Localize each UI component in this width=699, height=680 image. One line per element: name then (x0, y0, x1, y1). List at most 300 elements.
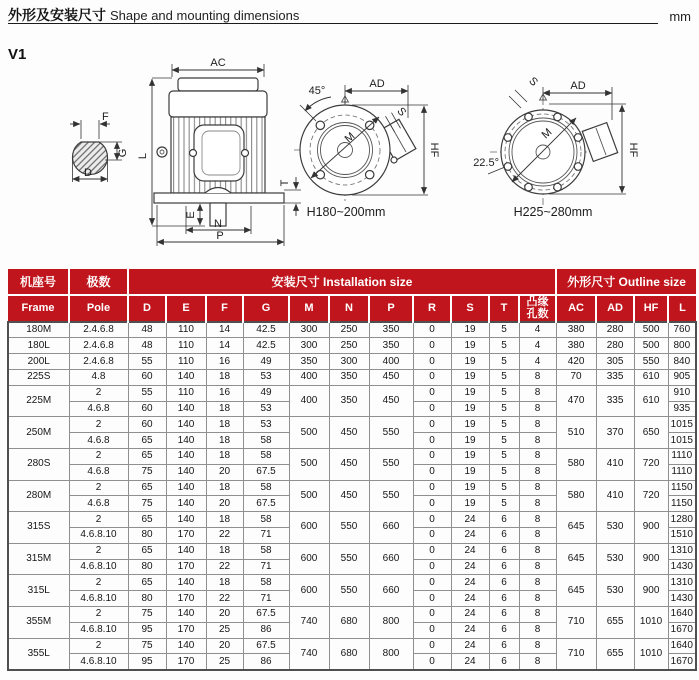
cell-pole: 4.6.8 (69, 433, 128, 449)
cell-F: 18 (206, 512, 243, 528)
cell-AD: 280 (596, 322, 634, 338)
unit-label: mm (669, 9, 691, 24)
table-row (8, 354, 696, 370)
dim-label-n: N (214, 218, 222, 230)
cell-frame: 200L (8, 354, 69, 370)
cell-pole: 4.6.8.10 (69, 591, 128, 607)
dim-label-ad-large: AD (570, 80, 586, 92)
cell-F: 22 (206, 527, 243, 543)
cell-S: 19 (451, 449, 489, 465)
cell-R: 0 (413, 575, 451, 591)
cell-AC: 470 (556, 385, 596, 417)
table-row (8, 575, 696, 591)
cell-M: 500 (289, 480, 329, 512)
cell-E: 170 (166, 527, 206, 543)
cell-F: 25 (206, 622, 243, 638)
cell-T: 6 (489, 559, 519, 575)
table-row (8, 322, 696, 338)
cell-N: 350 (329, 385, 369, 417)
model-label: V1 (8, 46, 27, 63)
dim-label-t: T (279, 179, 291, 187)
header-dim-s: S (451, 295, 489, 322)
cell-G: 58 (243, 575, 289, 591)
cell-L: 1640 (668, 606, 696, 622)
dim-label-m-small: M (342, 130, 358, 146)
cell-D: 60 (128, 370, 166, 386)
cell-AD: 655 (596, 606, 634, 638)
cell-AC: 380 (556, 338, 596, 354)
cell-flange-holes: 8 (519, 401, 556, 417)
cell-E: 140 (166, 370, 206, 386)
cell-E: 140 (166, 433, 206, 449)
cell-AC: 710 (556, 638, 596, 670)
cell-AD: 280 (596, 338, 634, 354)
cell-N: 350 (329, 370, 369, 386)
cell-AC: 580 (556, 480, 596, 512)
title-divider (8, 23, 658, 24)
cell-pole: 2 (69, 638, 128, 654)
cell-S: 19 (451, 464, 489, 480)
cell-HF: 900 (634, 512, 668, 544)
cell-D: 75 (128, 606, 166, 622)
cell-G: 67.5 (243, 464, 289, 480)
cell-R: 0 (413, 512, 451, 528)
table-row (8, 385, 696, 401)
cell-P: 550 (369, 417, 413, 449)
cell-flange-holes: 8 (519, 370, 556, 386)
header-dim-ad: AD (596, 295, 634, 322)
cell-E: 140 (166, 449, 206, 465)
cell-flange-holes: 8 (519, 417, 556, 433)
cell-F: 20 (206, 638, 243, 654)
cell-L: 1430 (668, 559, 696, 575)
cell-S: 24 (451, 559, 489, 575)
cell-G: 86 (243, 622, 289, 638)
cell-G: 58 (243, 512, 289, 528)
cell-flange-holes: 4 (519, 322, 556, 338)
cell-frame: 315S (8, 512, 69, 544)
cell-frame: 280S (8, 449, 69, 481)
cell-HF: 720 (634, 449, 668, 481)
cell-D: 75 (128, 496, 166, 512)
header-dim-ac: AC (556, 295, 596, 322)
cell-F: 18 (206, 543, 243, 559)
dim-label-e: E (185, 211, 197, 219)
caption-h225: H225~280mm (513, 205, 593, 219)
dim-label-f: F (102, 111, 109, 123)
cell-R: 0 (413, 654, 451, 670)
cell-pole: 4.6.8 (69, 464, 128, 480)
cell-AD: 410 (596, 449, 634, 481)
cell-flange-holes: 8 (519, 449, 556, 465)
cell-S: 24 (451, 527, 489, 543)
cell-R: 0 (413, 496, 451, 512)
cell-AD: 530 (596, 512, 634, 544)
header-dim-r: R (413, 295, 451, 322)
cell-S: 24 (451, 543, 489, 559)
page-title-en: Shape and mounting dimensions (110, 8, 300, 23)
cell-P: 350 (369, 322, 413, 338)
cell-frame: 180L (8, 338, 69, 354)
cell-N: 450 (329, 480, 369, 512)
cell-pole: 2.4.6.8 (69, 354, 128, 370)
cell-frame: 315L (8, 575, 69, 607)
cell-HF: 500 (634, 322, 668, 338)
cell-HF: 650 (634, 417, 668, 449)
cell-flange-holes: 8 (519, 622, 556, 638)
cell-S: 19 (451, 385, 489, 401)
cell-R: 0 (413, 559, 451, 575)
cell-T: 6 (489, 575, 519, 591)
cell-N: 300 (329, 354, 369, 370)
cell-flange-holes: 8 (519, 559, 556, 575)
cell-G: 71 (243, 527, 289, 543)
cell-frame: 315M (8, 543, 69, 575)
header-dim-p: P (369, 295, 413, 322)
cell-D: 65 (128, 543, 166, 559)
cell-L: 910 (668, 385, 696, 401)
cell-T: 5 (489, 401, 519, 417)
cell-G: 58 (243, 433, 289, 449)
cell-S: 24 (451, 622, 489, 638)
cell-HF: 720 (634, 480, 668, 512)
cell-pole: 4.6.8.10 (69, 559, 128, 575)
cell-T: 5 (489, 338, 519, 354)
table-row (8, 370, 696, 386)
cell-R: 0 (413, 433, 451, 449)
cell-T: 5 (489, 433, 519, 449)
cell-T: 6 (489, 606, 519, 622)
cell-AC: 645 (556, 512, 596, 544)
cell-frame: 225S (8, 370, 69, 386)
cell-L: 1670 (668, 654, 696, 670)
cell-AD: 335 (596, 370, 634, 386)
table-row (8, 480, 696, 496)
table-row (8, 512, 696, 528)
cell-flange-holes: 8 (519, 433, 556, 449)
cell-T: 5 (489, 449, 519, 465)
cell-N: 680 (329, 638, 369, 670)
cell-M: 500 (289, 417, 329, 449)
cell-L: 1280 (668, 512, 696, 528)
cell-pole: 2 (69, 385, 128, 401)
cell-M: 600 (289, 575, 329, 607)
cell-frame: 250M (8, 417, 69, 449)
dim-label-hf-large: HF (627, 142, 639, 158)
page-title-zh: 外形及安装尺寸 (8, 7, 106, 23)
cell-flange-holes: 8 (519, 496, 556, 512)
cell-pole: 2 (69, 606, 128, 622)
dim-label-ac: AC (210, 57, 226, 69)
cell-S: 19 (451, 370, 489, 386)
cell-F: 18 (206, 370, 243, 386)
cell-G: 67.5 (243, 496, 289, 512)
cell-AC: 380 (556, 322, 596, 338)
cell-D: 60 (128, 417, 166, 433)
cell-P: 660 (369, 512, 413, 544)
cell-frame: 225M (8, 385, 69, 417)
header-pole-zh: 极数 (69, 269, 128, 295)
header-dim-t: T (489, 295, 519, 322)
cell-R: 0 (413, 354, 451, 370)
cell-R: 0 (413, 591, 451, 607)
dim-label-hf-small: HF (428, 142, 440, 158)
cell-L: 1150 (668, 496, 696, 512)
cell-L: 1670 (668, 622, 696, 638)
cell-AD: 410 (596, 480, 634, 512)
cell-F: 16 (206, 385, 243, 401)
cell-F: 22 (206, 559, 243, 575)
cell-R: 0 (413, 385, 451, 401)
table-row (8, 606, 696, 622)
cell-G: 53 (243, 401, 289, 417)
cell-HF: 550 (634, 354, 668, 370)
cell-L: 1110 (668, 449, 696, 465)
cell-F: 20 (206, 606, 243, 622)
cell-E: 140 (166, 401, 206, 417)
cell-frame: 355M (8, 606, 69, 638)
cell-E: 110 (166, 322, 206, 338)
cell-AC: 645 (556, 543, 596, 575)
cell-G: 67.5 (243, 638, 289, 654)
cell-pole: 4.6.8.10 (69, 527, 128, 543)
header-dim-e: E (166, 295, 206, 322)
cell-D: 55 (128, 385, 166, 401)
cell-R: 0 (413, 543, 451, 559)
cell-M: 600 (289, 543, 329, 575)
cell-flange-holes: 8 (519, 606, 556, 622)
cell-D: 65 (128, 575, 166, 591)
caption-h180: H180~200mm (306, 205, 386, 219)
cell-pole: 2 (69, 480, 128, 496)
cell-P: 400 (369, 354, 413, 370)
cell-HF: 610 (634, 385, 668, 417)
cell-S: 24 (451, 575, 489, 591)
cell-R: 0 (413, 417, 451, 433)
cell-D: 48 (128, 322, 166, 338)
cell-pole: 2.4.6.8 (69, 338, 128, 354)
cell-D: 95 (128, 654, 166, 670)
cell-M: 300 (289, 338, 329, 354)
cell-N: 680 (329, 606, 369, 638)
cell-pole: 2 (69, 512, 128, 528)
cell-D: 65 (128, 480, 166, 496)
cell-D: 75 (128, 638, 166, 654)
cell-HF: 610 (634, 370, 668, 386)
cell-G: 71 (243, 559, 289, 575)
cell-P: 450 (369, 385, 413, 417)
cell-D: 60 (128, 401, 166, 417)
cell-flange-holes: 8 (519, 527, 556, 543)
cell-S: 19 (451, 322, 489, 338)
cell-flange-holes: 8 (519, 480, 556, 496)
cell-R: 0 (413, 464, 451, 480)
cell-F: 18 (206, 449, 243, 465)
cell-flange-holes: 8 (519, 638, 556, 654)
cell-pole: 2.4.6.8 (69, 322, 128, 338)
cell-AC: 70 (556, 370, 596, 386)
dim-label-g: G (117, 148, 129, 158)
cell-pole: 2 (69, 575, 128, 591)
cell-D: 80 (128, 591, 166, 607)
cell-S: 24 (451, 512, 489, 528)
dim-label-s-large: S (526, 75, 540, 89)
cell-S: 19 (451, 496, 489, 512)
cell-T: 6 (489, 591, 519, 607)
cell-S: 24 (451, 654, 489, 670)
cell-E: 170 (166, 559, 206, 575)
cell-T: 6 (489, 638, 519, 654)
cell-flange-holes: 8 (519, 543, 556, 559)
cell-E: 110 (166, 354, 206, 370)
header-flange-holes-line1: 凸缘 (526, 296, 549, 308)
cell-R: 0 (413, 449, 451, 465)
dim-table-body (8, 322, 696, 671)
cell-D: 55 (128, 354, 166, 370)
header-dim-n: N (329, 295, 369, 322)
cell-HF: 900 (634, 575, 668, 607)
cell-frame: 280M (8, 480, 69, 512)
cell-D: 65 (128, 433, 166, 449)
cell-S: 19 (451, 417, 489, 433)
cell-F: 18 (206, 575, 243, 591)
cell-G: 67.5 (243, 606, 289, 622)
cell-flange-holes: 8 (519, 464, 556, 480)
dim-label-m-large: M (539, 126, 555, 142)
cell-D: 80 (128, 559, 166, 575)
cell-E: 140 (166, 480, 206, 496)
cell-D: 80 (128, 527, 166, 543)
cell-E: 140 (166, 464, 206, 480)
cell-S: 19 (451, 480, 489, 496)
cell-pole: 4.8 (69, 370, 128, 386)
cell-F: 18 (206, 401, 243, 417)
cell-M: 300 (289, 322, 329, 338)
cell-F: 14 (206, 322, 243, 338)
cell-AC: 420 (556, 354, 596, 370)
cell-F: 16 (206, 354, 243, 370)
cell-flange-holes: 4 (519, 354, 556, 370)
cell-L: 800 (668, 338, 696, 354)
header-dim-d: D (128, 295, 166, 322)
cell-P: 450 (369, 370, 413, 386)
cell-M: 350 (289, 354, 329, 370)
cell-F: 18 (206, 417, 243, 433)
cell-T: 5 (489, 496, 519, 512)
header-dim-m: M (289, 295, 329, 322)
cell-T: 6 (489, 543, 519, 559)
header-pole-en: Pole (69, 295, 128, 322)
cell-M: 500 (289, 449, 329, 481)
cell-M: 740 (289, 606, 329, 638)
cell-HF: 900 (634, 543, 668, 575)
cell-N: 550 (329, 512, 369, 544)
cell-S: 24 (451, 591, 489, 607)
cell-N: 550 (329, 575, 369, 607)
cell-AD: 370 (596, 417, 634, 449)
table-row (8, 638, 696, 654)
cell-flange-holes: 8 (519, 385, 556, 401)
dimension-table (7, 269, 697, 671)
header-dim-hf: HF (634, 295, 668, 322)
cell-R: 0 (413, 480, 451, 496)
cell-T: 6 (489, 527, 519, 543)
cell-E: 170 (166, 622, 206, 638)
cell-pole: 2 (69, 417, 128, 433)
cell-R: 0 (413, 622, 451, 638)
cell-F: 18 (206, 433, 243, 449)
cell-T: 5 (489, 417, 519, 433)
cell-L: 1430 (668, 591, 696, 607)
cell-F: 25 (206, 654, 243, 670)
cell-T: 5 (489, 354, 519, 370)
cell-R: 0 (413, 338, 451, 354)
cell-L: 1640 (668, 638, 696, 654)
cell-S: 19 (451, 401, 489, 417)
flange-view-h225-diagram (473, 75, 639, 219)
table-row (8, 449, 696, 465)
cell-P: 660 (369, 575, 413, 607)
cell-pole: 4.6.8.10 (69, 622, 128, 638)
cell-AC: 710 (556, 606, 596, 638)
cell-E: 140 (166, 638, 206, 654)
cell-flange-holes: 8 (519, 575, 556, 591)
cell-T: 5 (489, 370, 519, 386)
cell-E: 170 (166, 591, 206, 607)
cell-P: 350 (369, 338, 413, 354)
cell-L: 760 (668, 322, 696, 338)
cell-S: 19 (451, 338, 489, 354)
cell-G: 49 (243, 354, 289, 370)
cell-M: 600 (289, 512, 329, 544)
cell-N: 250 (329, 338, 369, 354)
cell-R: 0 (413, 606, 451, 622)
cell-P: 800 (369, 606, 413, 638)
header-frame-en: Frame (8, 295, 69, 322)
header-dim-g: G (243, 295, 289, 322)
cell-S: 24 (451, 606, 489, 622)
cell-HF: 500 (634, 338, 668, 354)
cell-P: 800 (369, 638, 413, 670)
cell-AD: 335 (596, 385, 634, 417)
cell-T: 5 (489, 385, 519, 401)
cell-L: 1015 (668, 433, 696, 449)
cell-F: 18 (206, 480, 243, 496)
cell-P: 550 (369, 480, 413, 512)
cell-AD: 530 (596, 575, 634, 607)
dim-label-d: D (84, 167, 92, 179)
cell-R: 0 (413, 638, 451, 654)
dim-label-p: P (216, 230, 224, 242)
cell-E: 140 (166, 606, 206, 622)
table-header (8, 269, 696, 322)
cell-L: 1310 (668, 543, 696, 559)
cell-E: 140 (166, 543, 206, 559)
cell-G: 42.5 (243, 338, 289, 354)
cell-R: 0 (413, 401, 451, 417)
cell-AD: 655 (596, 638, 634, 670)
header-frame-zh: 机座号 (8, 269, 69, 295)
cell-L: 905 (668, 370, 696, 386)
cell-flange-holes: 8 (519, 512, 556, 528)
cell-D: 75 (128, 464, 166, 480)
cell-HF: 1010 (634, 606, 668, 638)
cell-F: 14 (206, 338, 243, 354)
cell-S: 19 (451, 354, 489, 370)
dimension-table-container (7, 269, 695, 671)
cell-AD: 305 (596, 354, 634, 370)
cell-L: 1015 (668, 417, 696, 433)
